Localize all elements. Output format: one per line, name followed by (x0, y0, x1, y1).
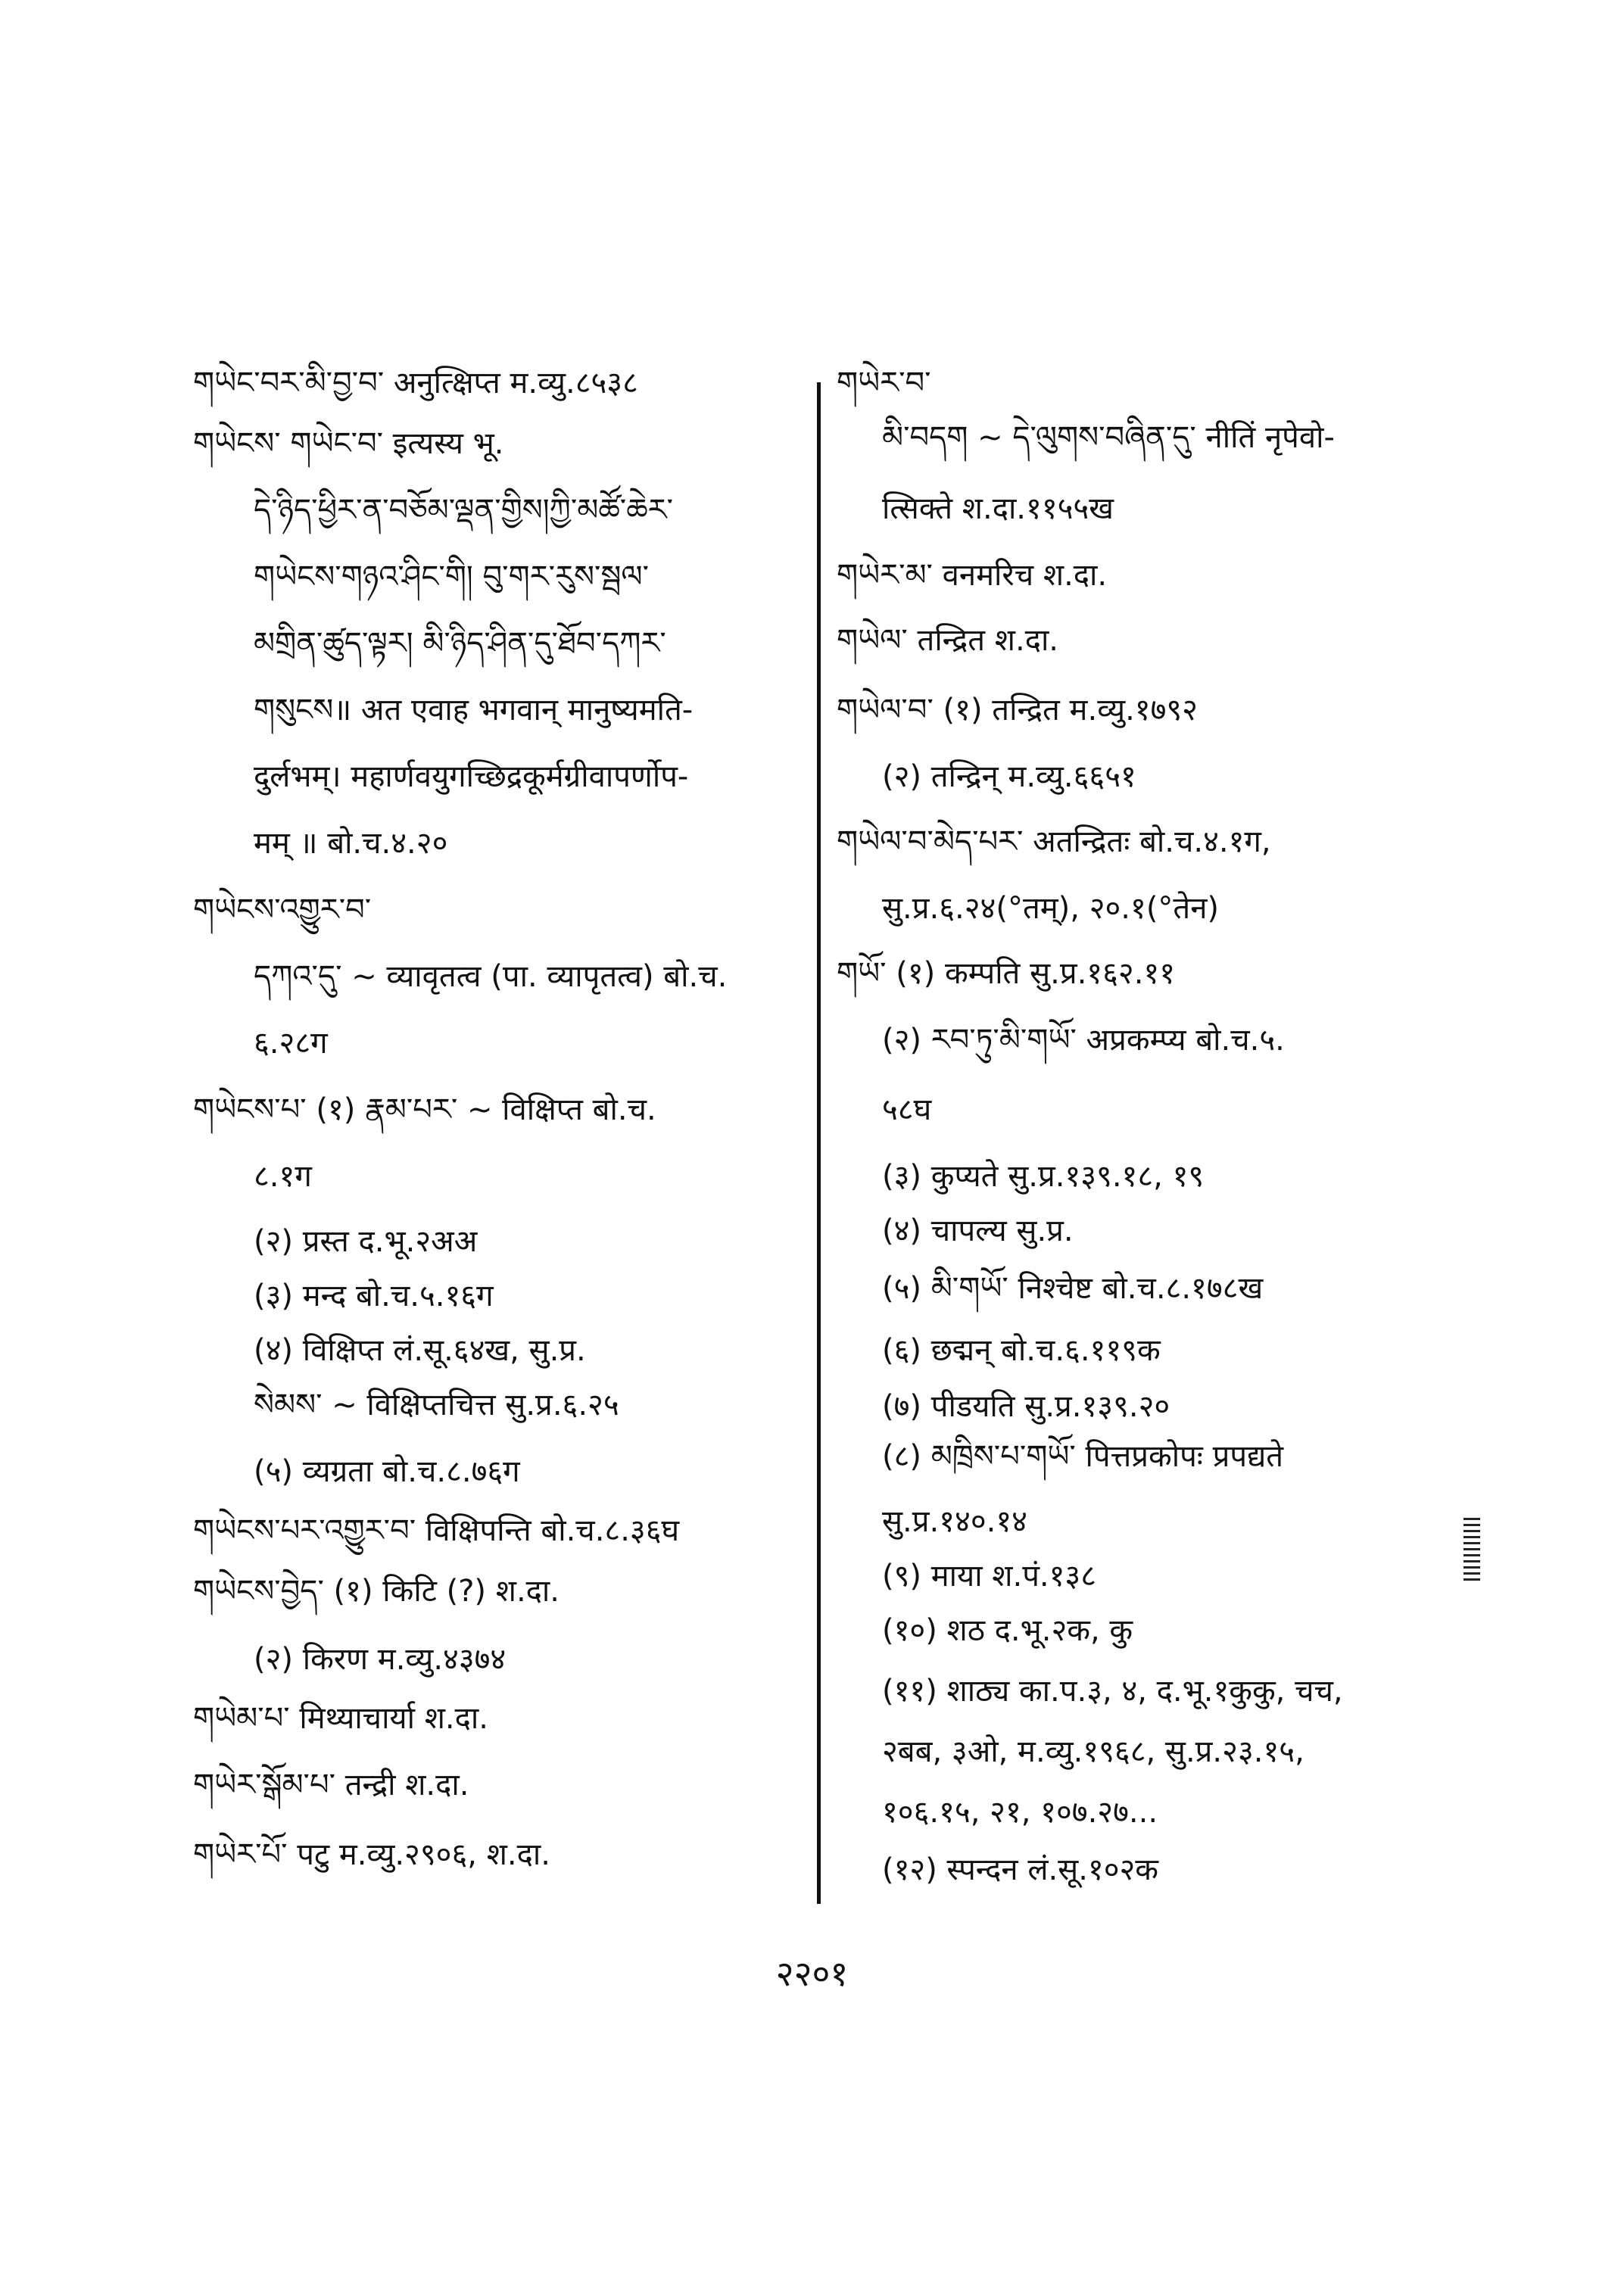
right-entry-line: (८) མཁྲིས་པ་གཡོ་ पित्तप्रकोपः प्रपद्यते (882, 1439, 1284, 1474)
right-entry-line: १०६.१५, २१, १०७.२७... (882, 1795, 1158, 1830)
left-entry-line: དཀའ་དུ་ ~ व्यावृतत्व (पा. व्यापृतत्व) बो.च. (254, 959, 728, 994)
right-entry-line: २बब, ३ओ, म.व्यु.१९६८, सु.प्र.२३.१५, (882, 1734, 1304, 1769)
left-entry-line: གཡེངས་བྱེད་ (१) किटि (?) श.दा. (193, 1574, 560, 1609)
column-divider (817, 382, 821, 1904)
left-entry-line: दुर्लभम्। महार्णवयुगच्छिद्रकूर्मग्रीवापर्णोप- (254, 759, 689, 794)
right-entry-line: གཡེར་མ་ वनमरिच श.दा. (837, 558, 1108, 593)
right-entry-line: མི་བདག ~ དེ་ལུགས་བཞིན་དུ་ नीतिं नृपेवो- (882, 420, 1335, 455)
left-entry-line: གཡེང་བར་མི་བྱ་བ་ अनुत्क्षिप्त म.व्यु.८५३८ (193, 366, 638, 400)
margin-mark (1463, 1518, 1480, 1584)
left-entry-line: (४) विक्षिप्त लं.सू.६४ख, सु.प्र. (254, 1333, 586, 1368)
right-entry-line: (७) पीडयति सु.प्र.१३९.२० (882, 1389, 1170, 1424)
left-entry-line: मम् ॥ बो.च.४.२० (254, 826, 448, 861)
right-entry-line: ५८घ (882, 1092, 932, 1127)
left-entry-line: (२) प्रस्त द.भू.२अअ (254, 1224, 478, 1259)
right-entry-line: གཡེལ་བ་མེད་པར་ अतन्द्रितः बो.च.४.१ग, (837, 824, 1271, 859)
right-entry-line: (२) तन्द्रिन् म.व्यु.६६५१ (882, 759, 1136, 794)
left-entry-line: གཡེར་པོ་ पटु म.व्यु.२९०६, श.दा. (193, 1837, 550, 1872)
page-number: २२०१ (775, 1953, 849, 1994)
left-entry-line: གཡེངས་པ་ (१) རྣམ་པར་ ~ विक्षिप्त बो.च. (193, 1092, 656, 1127)
left-entry-line: གཡེར་སྒོམ་པ་ तन्द्री श.दा. (193, 1768, 469, 1802)
right-entry-line: सु.प्र.१४०.१४ (882, 1504, 1027, 1539)
left-entry-line: གསུངས॥ अत एवाह भगवान् मानुष्यमति- (254, 693, 694, 727)
left-entry-line: གཡེངས་འགྱུར་བ་ (193, 893, 372, 927)
left-entry-line: ८.१ग (254, 1159, 312, 1194)
right-entry-line: གཡེལ་བ་ (१) तन्द्रित म.व्यु.१७९२ (837, 693, 1198, 727)
left-entry-line: ६.२८ग (254, 1026, 328, 1061)
right-entry-line: (३) कुप्यते सु.प्र.१३९.१८, १९ (882, 1159, 1205, 1194)
right-entry-line: གཡོ་ (१) कम्पति सु.प्र.१६२.११ (837, 956, 1176, 991)
right-entry-line: त्सिक्ते श.दा.११५५ख (882, 491, 1114, 526)
right-entry-line: (११) शाठ्य का.प.३, ४, द.भू.१कुकु, चच, (882, 1674, 1343, 1709)
left-entry-line: (३) मन्द बो.च.५.१६ग (254, 1279, 494, 1313)
left-entry-line: (५) व्यग्रता बो.च.८.७६ग (254, 1454, 520, 1489)
right-entry-line: གཡེར་བ་ (837, 366, 931, 400)
left-entry-line: མགྲིན་ཚུད་ལྟར། མི་ཉིད་ཤིན་དུ་ཐོབ་དཀར་ (254, 626, 666, 661)
left-entry-line: གཡེམ་པ་ मिथ्याचार्या श.दा. (193, 1701, 488, 1736)
right-entry-line: གཡེལ་ तन्द्रित श.दा. (837, 623, 1059, 658)
right-entry-line: (१२) स्पन्दन लं.सू.१०२क (882, 1852, 1159, 1887)
right-entry-line: सु.प्र.६.२४(°तम्), २०.१(°तेन) (882, 891, 1220, 926)
left-entry-line: སེམས་ ~ विक्षिप्तचित्त सु.प्र.६.२५ (254, 1388, 619, 1422)
right-entry-line: (२) རབ་ཏུ་མི་གཡོ་ अप्रकम्प्य बो.च.५. (882, 1023, 1285, 1058)
left-entry-line: གཡེངས་ གཡེང་བ་ इत्यस्य भू. (193, 426, 504, 461)
left-entry-line: གཡེངས་པར་འགྱུར་བ་ विक्षिपन्ति बो.च.८.३६घ (193, 1513, 680, 1548)
right-entry-line: (६) छद्मन् बो.च.६.११९क (882, 1333, 1161, 1368)
right-entry-line: (५) མི་གཡོ་ निश्चेष्ट बो.च.८.१७८ख (882, 1271, 1264, 1306)
left-entry-line: (२) किरण म.व्यु.४३७४ (254, 1642, 507, 1677)
right-entry-line: (४) चापल्य सु.प्र. (882, 1213, 1074, 1248)
left-entry-line: དེ་ཉིད་ཕྱིར་ན་བཅོམ་ལྡན་གྱིས།ཀྱི་མཚོ་ཆེར་ (254, 493, 673, 528)
right-entry-line: (९) माया श.पं.१३८ (882, 1559, 1097, 1594)
left-entry-line: གཡེངས་གཉའ་ཤིང་གི། བུ་གར་རུས་སྦལ་ (254, 559, 649, 594)
right-entry-line: (१०) शठ द.भू.२क, कु (882, 1613, 1133, 1648)
